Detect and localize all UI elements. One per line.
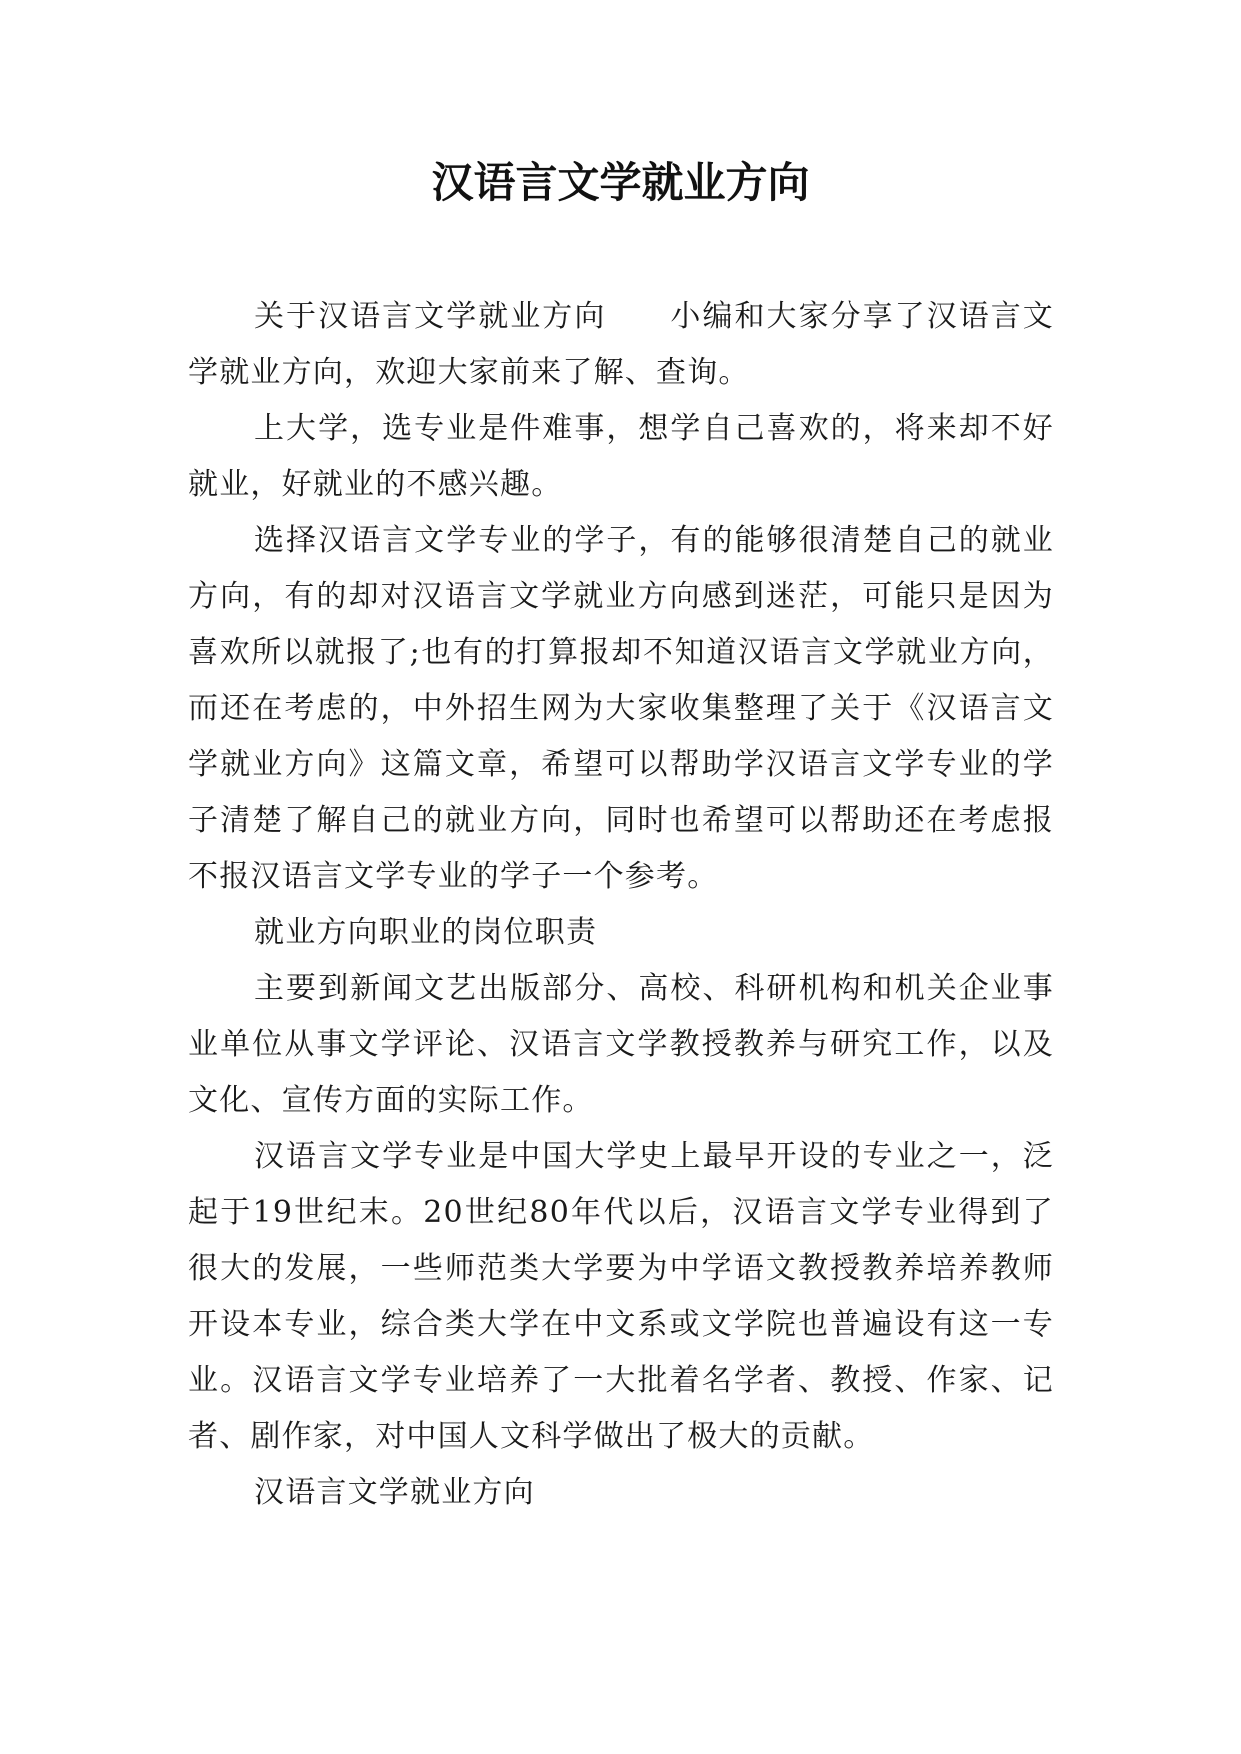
document-title: 汉语言文学就业方向 <box>431 158 810 207</box>
paragraph-intro: 关于汉语言文学就业方向 小编和大家分享了汉语言文学就业方向，欢迎大家前来了解、查询。 <box>188 299 1054 390</box>
paragraph-duties: 主要到新闻文艺出版部分、高校、科研机构和机关企业事业单位从事文学评论、汉语言文学教授教养与研究工作，以及文化、宣传方面的实际工作。 <box>188 971 1054 1118</box>
section-heading-direction: 汉语言文学就业方向 <box>254 1475 535 1510</box>
paragraph-students-direction: 选择汉语言文学专业的学子，有的能够很清楚自己的就业方向，有的却对汉语言文学就业方向感到迷茫，可能只是因为喜欢所以就报了;也有的打算报却不知道汉语言文学就业方向，而还在考虑的，中外招生网为大家收集整理了关于《汉语言文学就业方向》这篇文章，希望可以帮助学汉语言文学专业的学子清楚了解自己的就业方向，同时也希望可以帮助还在考虑报不报汉语言文学专业的学子一个参考。 <box>188 523 1054 894</box>
paragraph-history: 汉语言文学专业是中国大学史上最早开设的专业之一，泛起于19世纪末。20世纪80年代以后，汉语言文学专业得到了很大的发展，一些师范类大学要为中学语文教授教养培养教师开设本专业，综合类大学在中文系或文学院也普遍设有这一专业。汉语言文学专业培养了一大批着名学者、教授、作家、记者、剧作家，对中国人文科学做出了极大的贡献。 <box>188 1139 1054 1454</box>
document-body <box>188 289 1054 1521</box>
paragraph-choosing-major: 上大学，选专业是件难事，想学自己喜欢的，将来却不好就业，好就业的不感兴趣。 <box>188 411 1054 502</box>
section-heading-duties: 就业方向职业的岗位职责 <box>254 915 598 950</box>
